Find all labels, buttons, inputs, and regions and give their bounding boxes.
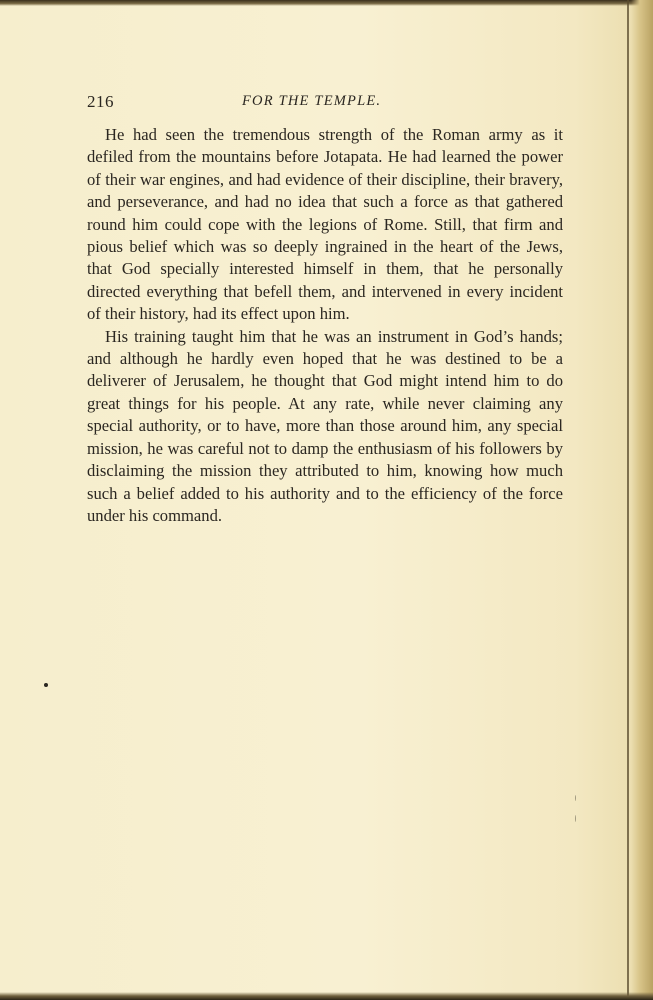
body-text	[87, 124, 563, 527]
page-number: 216	[87, 92, 114, 111]
page-right-edge	[631, 0, 653, 1000]
binding-line	[627, 0, 629, 1000]
ink-speck	[575, 795, 576, 801]
ink-speck	[575, 815, 576, 822]
paragraph-1: He had seen the tremendous strength of the Roman army as it defiled from the mountains before Jotapata. He had learned the power of their war engines, and had evidence of their discipline, their bravery, and perseverance, and had no idea that such a force as that gathered round him could cope with the legions of Rome. Still, that firm and pious belief which was so deeply ingrained in the heart of the Jews, that God specially interested himself in them, that he personally directed everything that befell them, and intervened in every incident of their history, had its effect upon him.	[87, 125, 563, 324]
paragraph-2: His training taught him that he was an instrument in God’s hands; and although he hardly even hoped that he was destined to be a deliverer of Jerusalem, he thought that God might intend him to do great things for his people. At any rate, while never claiming any special authority, or to have, more than those around him, any special mission, he was careful not to damp the enthusiasm of his followers by disclaiming the mission they attributed to him, knowing how much such a belief added to his authority and to the efficiency of the force under his command.	[87, 326, 563, 525]
page-bottom-edge	[0, 992, 653, 1000]
ink-speck	[44, 683, 48, 687]
page-top-edge	[0, 0, 653, 6]
page-header	[87, 92, 563, 112]
running-title: FOR THE TEMPLE.	[242, 93, 382, 109]
